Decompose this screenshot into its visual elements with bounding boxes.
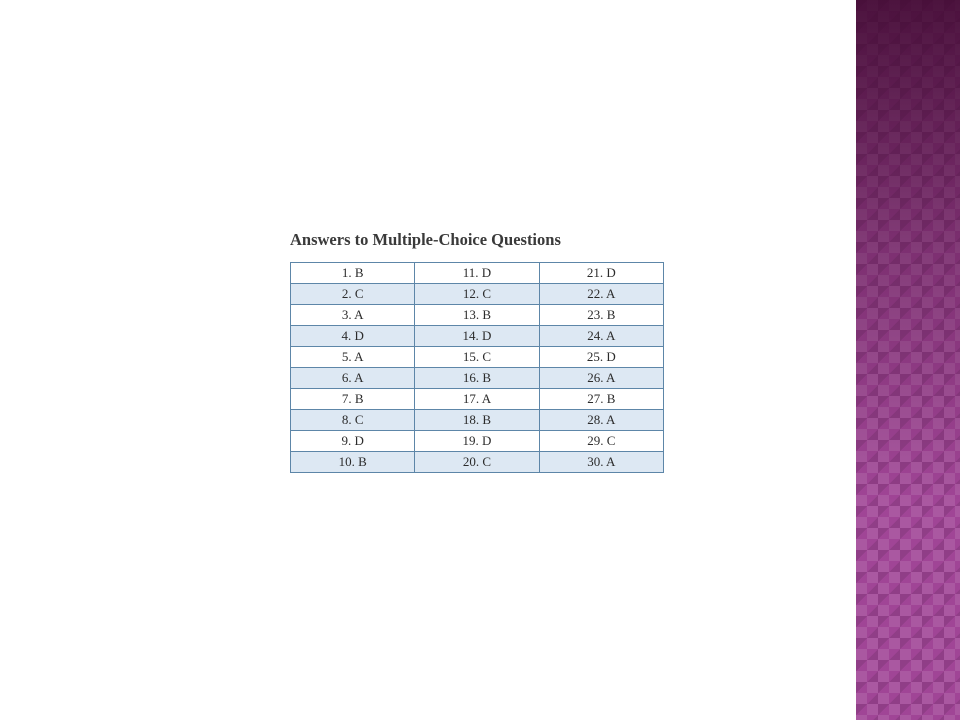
answer-cell: 27. B — [539, 389, 663, 410]
answer-cell: 18. B — [415, 410, 539, 431]
table-row — [291, 263, 664, 284]
answer-cell: 22. A — [539, 284, 663, 305]
answer-cell: 19. D — [415, 431, 539, 452]
answer-cell: 15. C — [415, 347, 539, 368]
answer-cell: 8. C — [291, 410, 415, 431]
answer-cell: 2. C — [291, 284, 415, 305]
answer-cell: 13. B — [415, 305, 539, 326]
answer-cell: 24. A — [539, 326, 663, 347]
answer-cell: 30. A — [539, 452, 663, 473]
answer-cell: 16. B — [415, 368, 539, 389]
answer-cell: 17. A — [415, 389, 539, 410]
answer-cell: 3. A — [291, 305, 415, 326]
answer-cell: 9. D — [291, 431, 415, 452]
answers-title: Answers to Multiple-Choice Questions — [290, 230, 561, 249]
answer-cell: 23. B — [539, 305, 663, 326]
table-row — [291, 305, 664, 326]
decorative-side-band — [856, 0, 960, 720]
table-row — [291, 389, 664, 410]
table-row — [291, 326, 664, 347]
answer-cell: 21. D — [539, 263, 663, 284]
answer-cell: 7. B — [291, 389, 415, 410]
answer-cell: 25. D — [539, 347, 663, 368]
answer-cell: 1. B — [291, 263, 415, 284]
table-row — [291, 368, 664, 389]
table-row — [291, 452, 664, 473]
answer-cell: 28. A — [539, 410, 663, 431]
answer-cell: 29. C — [539, 431, 663, 452]
table-row — [291, 284, 664, 305]
table-row — [291, 347, 664, 368]
answer-cell: 6. A — [291, 368, 415, 389]
answer-cell: 12. C — [415, 284, 539, 305]
answers-content — [290, 228, 664, 473]
answer-cell: 11. D — [415, 263, 539, 284]
answer-cell: 14. D — [415, 326, 539, 347]
answer-cell: 20. C — [415, 452, 539, 473]
answer-cell: 10. B — [291, 452, 415, 473]
table-row — [291, 431, 664, 452]
answers-table — [290, 262, 664, 473]
answer-cell: 5. A — [291, 347, 415, 368]
answer-cell: 26. A — [539, 368, 663, 389]
table-row — [291, 410, 664, 431]
answer-cell: 4. D — [291, 326, 415, 347]
